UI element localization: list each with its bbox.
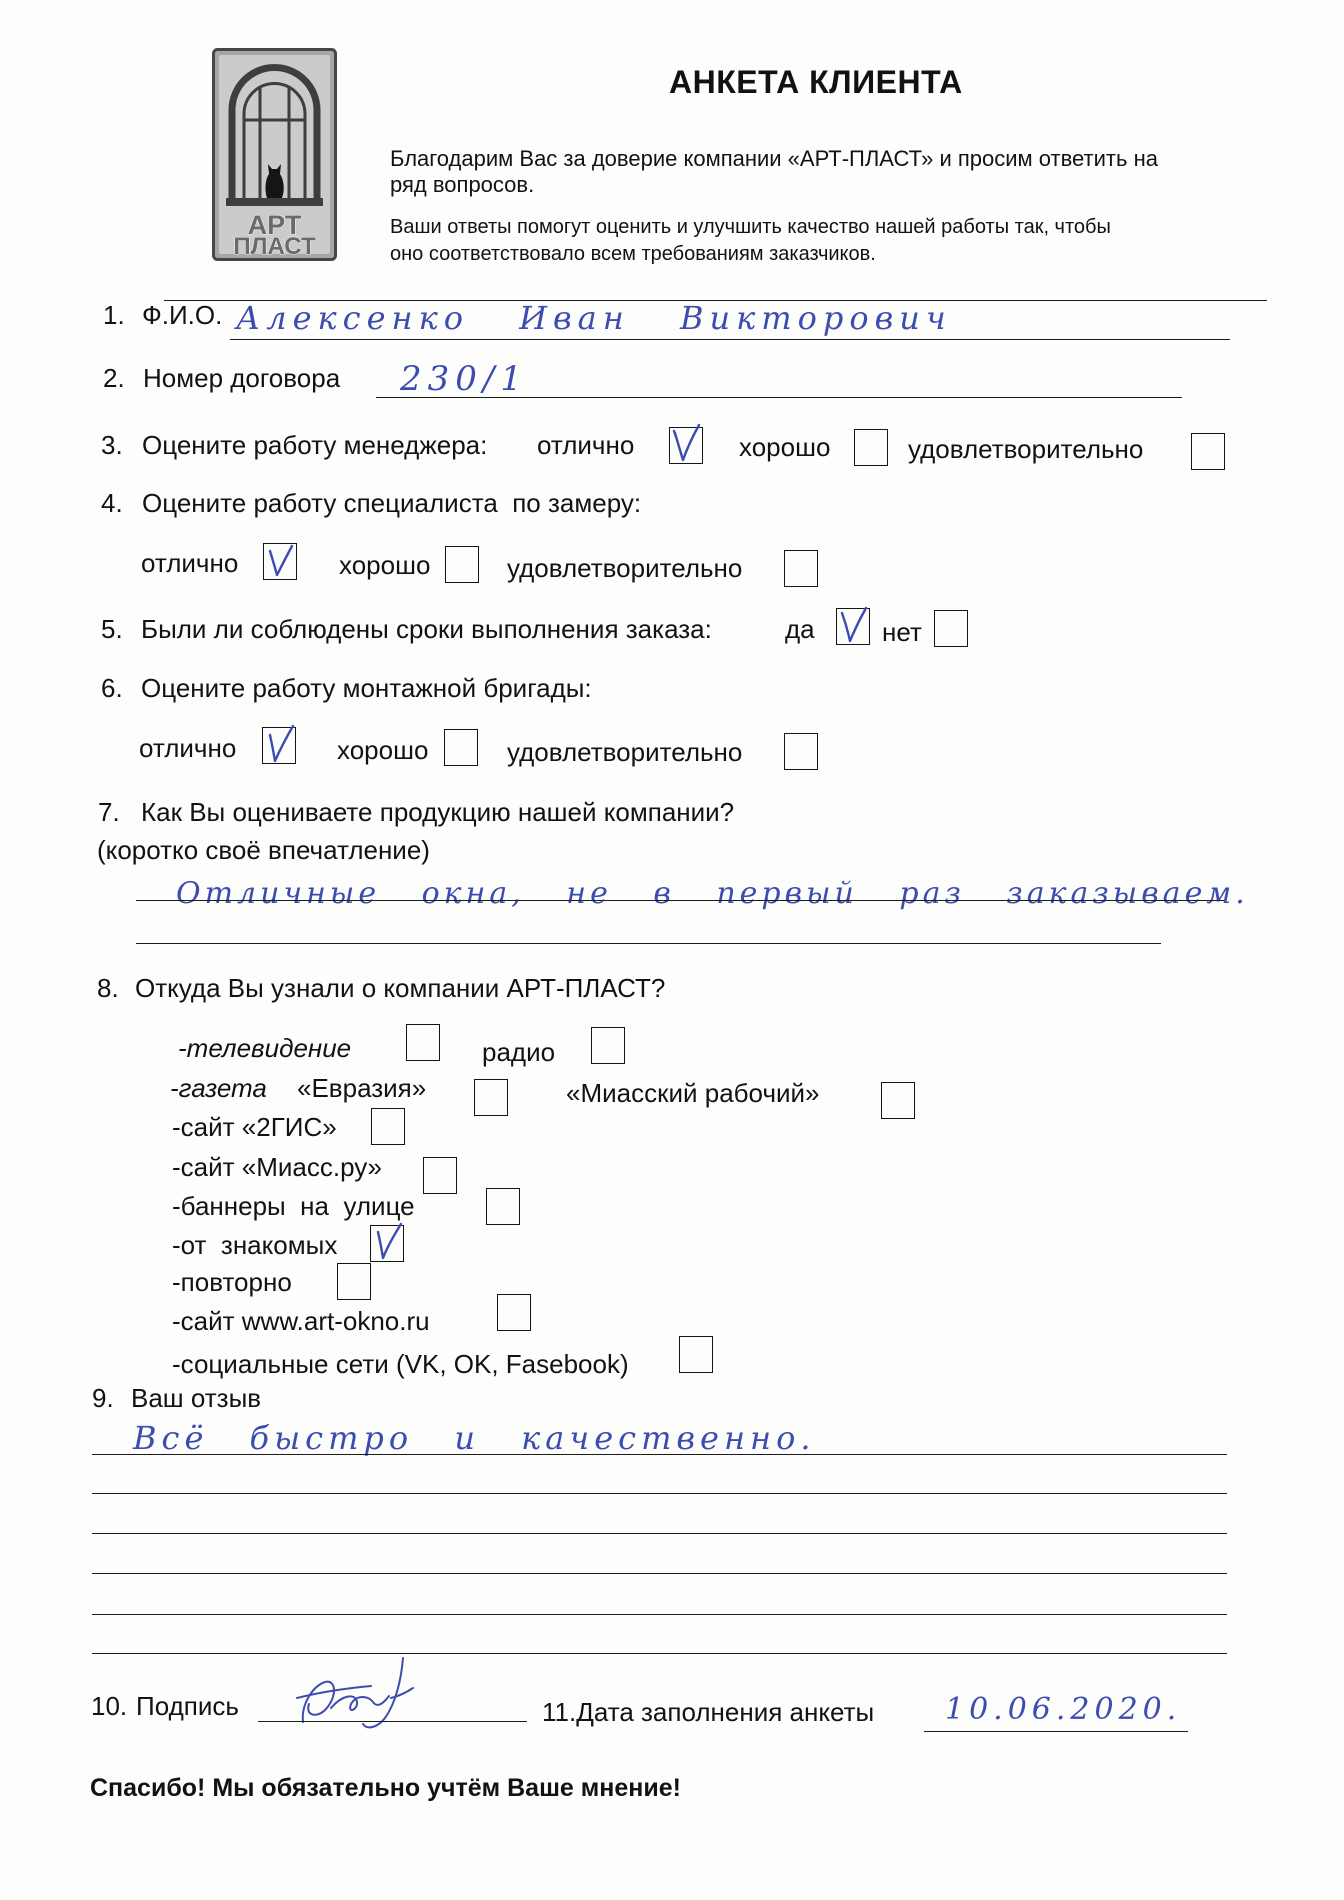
date-field[interactable]: 10.06.2020. xyxy=(945,1692,1182,1727)
source-option-label: «Евразия» xyxy=(297,1073,427,1103)
intro-text: оно соответствовало всем требованиям заказчиков. xyxy=(390,243,876,265)
question-number: 10. xyxy=(91,1691,128,1721)
source-option-prefix: -газета xyxy=(170,1073,267,1103)
option-label: удовлетворительно xyxy=(507,553,743,583)
checkbox-installers-satisfactory[interactable] xyxy=(784,733,818,770)
logo-text-line1: АРТ xyxy=(247,210,302,240)
question-label-installers: Оцените работу монтажной бригады: xyxy=(141,673,592,703)
answer-line xyxy=(92,1653,1227,1654)
source-option-label: -сайт «Миасс.ру» xyxy=(172,1152,383,1182)
checkbox-source-miass-ru[interactable] xyxy=(423,1157,457,1194)
company-logo xyxy=(212,48,337,261)
question-label-signature: Подпись xyxy=(136,1691,239,1721)
question-number: 3. xyxy=(101,430,123,460)
option-label: нет xyxy=(882,617,922,647)
checkbox-source-banners[interactable] xyxy=(486,1188,520,1225)
option-label: хорошо xyxy=(739,432,831,462)
checkmark-icon xyxy=(838,604,868,646)
logo-text-line2: ПЛАСТ xyxy=(233,233,316,260)
option-label: отлично xyxy=(141,548,239,578)
answer-line xyxy=(92,1493,1227,1494)
intro-text: Благодарим Вас за доверие компании «АРТ-ПЛАСТ» и просим ответить на xyxy=(390,146,1158,171)
checkbox-measurer-good[interactable] xyxy=(445,546,479,583)
contract-number-field[interactable]: 230/1 xyxy=(400,359,528,399)
question-label-date xyxy=(542,1698,874,1726)
checkbox-deadlines-no[interactable] xyxy=(934,610,968,647)
option-label: удовлетворительно xyxy=(507,737,743,767)
checkbox-source-website[interactable] xyxy=(497,1294,531,1331)
name-field[interactable]: Алексенко Иван Викторович xyxy=(236,299,952,337)
option-label: отлично xyxy=(139,733,237,763)
checkmark-icon xyxy=(671,423,701,465)
source-option-label: -баннеры на улице xyxy=(172,1191,415,1221)
checkbox-deadlines-yes[interactable] xyxy=(836,608,870,645)
checkmark-icon xyxy=(265,539,295,581)
checkbox-source-acquaintances[interactable] xyxy=(370,1225,404,1262)
question-label-deadlines: Были ли соблюдены сроки выполнения заказа: xyxy=(141,614,712,644)
signature[interactable] xyxy=(291,1652,451,1736)
question-label-measurer: Оцените работу специалиста по замеру: xyxy=(142,488,642,518)
question-number: 8. xyxy=(97,973,119,1003)
option-label: отлично xyxy=(537,430,635,460)
checkbox-source-miass-worker[interactable] xyxy=(881,1082,915,1119)
option-label: хорошо xyxy=(339,550,431,580)
question-number: 1. xyxy=(103,300,125,330)
checkbox-measurer-excellent[interactable] xyxy=(263,543,297,580)
answer-line xyxy=(92,1614,1227,1615)
source-option-label: -от знакомых xyxy=(172,1230,338,1260)
question-number: 9. xyxy=(92,1383,114,1413)
checkbox-source-social[interactable] xyxy=(679,1336,713,1373)
question-number: 6. xyxy=(101,673,123,703)
source-option-label: -повторно xyxy=(172,1267,292,1297)
question-number: 5. xyxy=(101,614,123,644)
option-label: удовлетворительно xyxy=(908,434,1144,464)
question-number: 4. xyxy=(101,488,123,518)
source-option-label: -сайт «2ГИС» xyxy=(172,1112,337,1142)
question-label-name: Ф.И.О. xyxy=(142,300,223,330)
date-line xyxy=(924,1731,1188,1732)
question-number: 2. xyxy=(103,363,125,393)
answer-line xyxy=(92,1454,1227,1455)
answer-line xyxy=(136,943,1161,944)
intro-text: ряд вопросов. xyxy=(390,172,535,197)
checkbox-manager-excellent[interactable] xyxy=(669,427,703,464)
option-label: да xyxy=(785,614,815,644)
review-field[interactable]: Всё быстро и качественно. xyxy=(133,1419,816,1457)
source-option-label: -телевидение xyxy=(178,1033,352,1063)
question-label-product: Как Вы оцениваете продукцию нашей компании? xyxy=(141,797,735,827)
checkbox-source-evrazia[interactable] xyxy=(474,1079,508,1116)
checkbox-source-radio[interactable] xyxy=(591,1027,625,1064)
checkbox-source-repeat[interactable] xyxy=(337,1263,371,1300)
intro-text: Ваши ответы помогут оценить и улучшить качество нашей работы так, чтобы xyxy=(390,216,1111,238)
option-label: хорошо xyxy=(337,735,429,765)
answer-line xyxy=(92,1573,1227,1574)
thank-you-note: Спасибо! Мы обязательно учтём Ваше мнение! xyxy=(90,1774,681,1802)
source-option-label: -сайт www.art-okno.ru xyxy=(172,1306,430,1336)
source-option-label: -социальные сети (VK, OK, Fasebook) xyxy=(172,1349,629,1379)
answer-line xyxy=(376,397,1182,398)
source-option-label: радио xyxy=(482,1037,556,1067)
answer-line xyxy=(230,339,1230,340)
checkbox-installers-excellent[interactable] xyxy=(262,727,296,764)
answer-line xyxy=(92,1533,1227,1534)
question-number: 7. xyxy=(98,797,120,827)
checkmark-icon xyxy=(372,1221,402,1263)
checkbox-source-tv[interactable] xyxy=(406,1024,440,1061)
question-number: 11. xyxy=(542,1697,577,1727)
question-label-review: Ваш отзыв xyxy=(131,1383,262,1413)
question-label-source: Откуда Вы узнали о компании АРТ-ПЛАСТ? xyxy=(135,973,666,1003)
question-label-manager: Оцените работу менеджера: xyxy=(142,430,488,460)
question-label-contract: Номер договора xyxy=(143,363,341,393)
checkbox-manager-good[interactable] xyxy=(854,429,888,466)
checkmark-icon xyxy=(264,723,294,765)
product-impression-field[interactable]: Отличные окна, не в первый раз заказываем. xyxy=(176,876,1249,911)
answer-line xyxy=(136,900,1224,901)
question-label-date-text: Дата заполнения анкеты xyxy=(576,1697,875,1727)
signature-line xyxy=(258,1721,527,1722)
source-option-label: «Миасский рабочий» xyxy=(566,1078,820,1108)
form-title: АНКЕТА КЛИЕНТА xyxy=(669,64,963,100)
checkbox-manager-satisfactory[interactable] xyxy=(1191,433,1225,470)
checkbox-installers-good[interactable] xyxy=(444,729,478,766)
question-hint: (коротко своё впечатление) xyxy=(97,835,430,865)
checkbox-source-2gis[interactable] xyxy=(371,1108,405,1145)
checkbox-measurer-satisfactory[interactable] xyxy=(784,550,818,587)
